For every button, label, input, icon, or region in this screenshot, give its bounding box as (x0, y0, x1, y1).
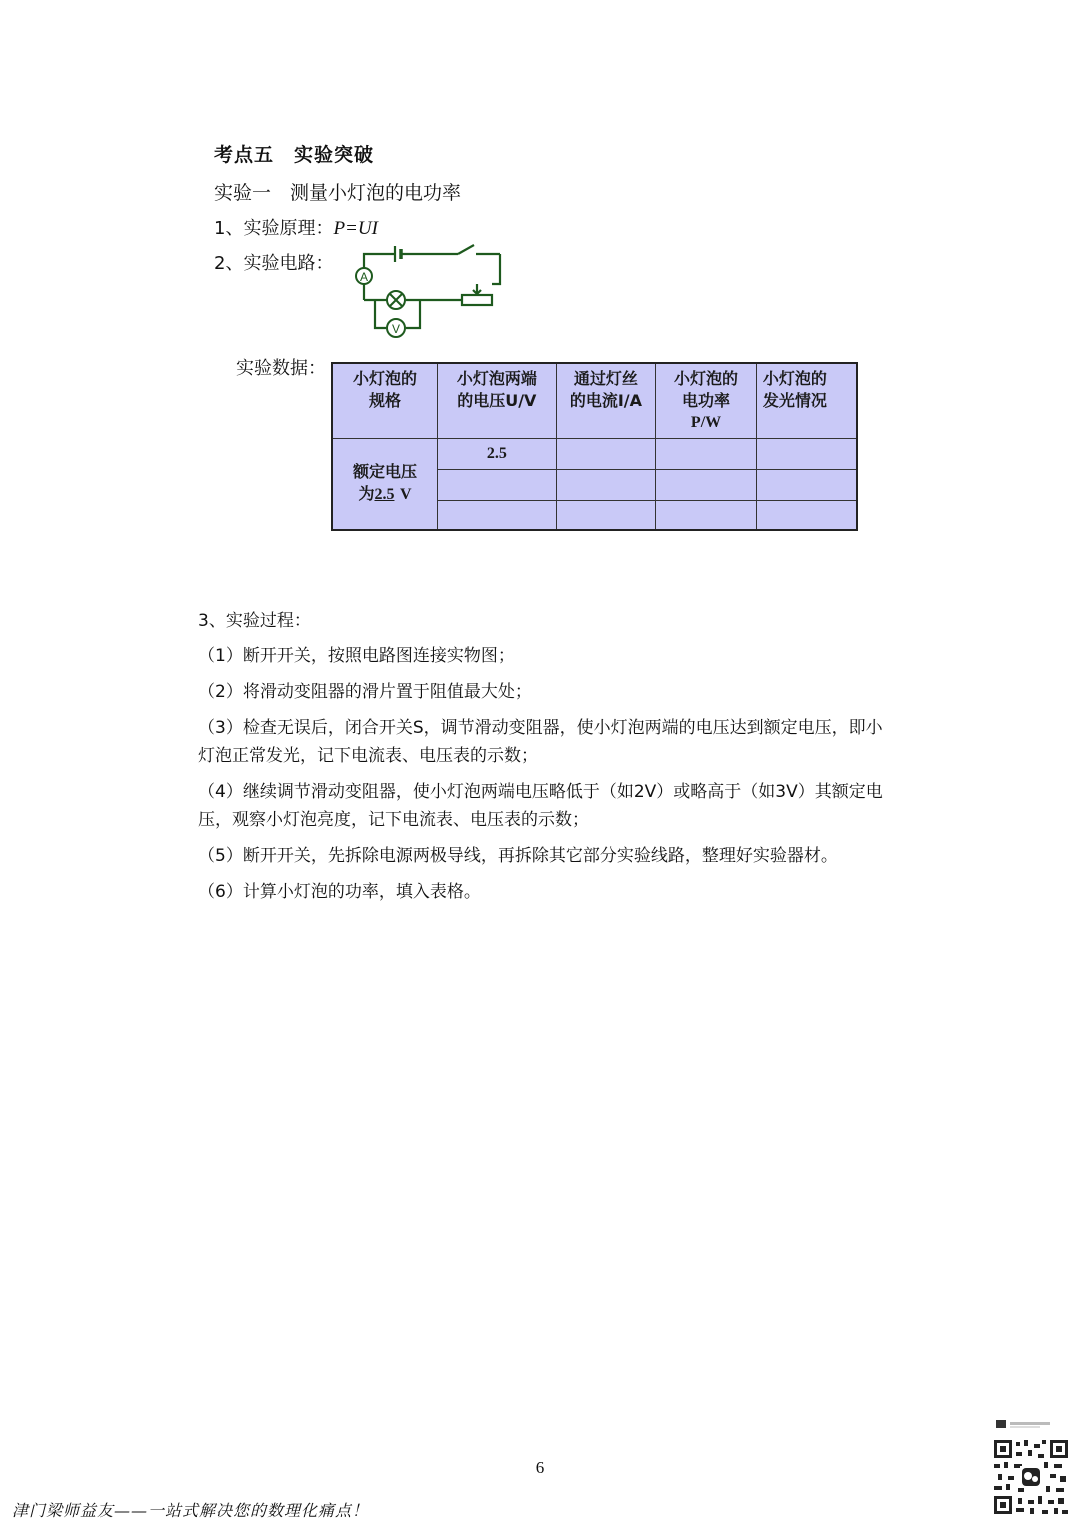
procedure-step-5: （5）断开开关，先拆除电源两极导线，再拆除其它部分实验线路，整理好实验器材。 (198, 846, 838, 866)
section-title: 考点五 实验突破 (214, 144, 375, 166)
rheostat-body (462, 295, 492, 305)
procedure-step-2: （2）将滑动变阻器的滑片置于阻值最大处； (198, 682, 532, 702)
principle-label: 1、实验原理： (214, 218, 334, 239)
experiment-principle (214, 214, 378, 240)
data-table (331, 362, 858, 531)
header-power: 小灯泡的 电功率 P/W (656, 363, 757, 439)
ammeter-symbol: A (359, 270, 369, 284)
header-spec: 小灯泡的 规格 (332, 363, 438, 439)
power-cell-2 (656, 470, 757, 501)
procedure-step-3: （3）检查无误后，闭合开关S，调节滑动变阻器，使小灯泡两端的电压达到额定电压，即小灯泡正常发光，记下电流表、电压表的示数； (198, 718, 883, 766)
voltage-cell-1: 2.5 (438, 439, 557, 470)
brightness-cell-3 (756, 501, 857, 530)
voltmeter-symbol: V (391, 322, 401, 336)
table-header-row (332, 363, 857, 439)
procedure-step-6: （6）计算小灯泡的功率，填入表格。 (198, 882, 481, 902)
switch-blade (458, 245, 474, 254)
current-cell-3 (556, 501, 656, 530)
table-row (332, 439, 857, 470)
procedure-step-4: （4）继续调节滑动变阻器，使小灯泡两端电压略低于（如2V）或略高于（如3V）其额定电压，观察小灯泡亮度，记下电流表、电压表的示数； (198, 782, 883, 830)
procedure-steps (198, 642, 898, 914)
spec-cell: 额定电压 为2.5 V (332, 439, 438, 530)
procedure-step-1: （1）断开开关，按照电路图连接实物图； (198, 646, 515, 666)
brightness-cell-1 (756, 439, 857, 470)
power-cell-1 (656, 439, 757, 470)
principle-formula: P=UI (333, 218, 378, 239)
brightness-cell-2 (756, 470, 857, 501)
qr-code-icon (994, 1418, 1068, 1514)
page-number: 6 (535, 1458, 545, 1477)
footer-slogan: 津门梁师益友——一站式解决您的数理化痛点！ (12, 1501, 370, 1520)
circuit-label: 2、实验电路： (214, 253, 334, 274)
experiment-title: 实验一 测量小灯泡的电功率 (214, 182, 462, 204)
qr-code (994, 1418, 1068, 1518)
data-table-label: 实验数据： (236, 358, 326, 379)
current-cell-1 (556, 439, 656, 470)
voltage-cell-2 (438, 470, 557, 501)
header-current: 通过灯丝 的电流I/A (556, 363, 656, 439)
voltage-cell-3 (438, 501, 557, 530)
header-voltage: 小灯泡两端 的电压U/V (438, 363, 557, 439)
procedure-title: 3、实验过程： (198, 611, 311, 631)
current-cell-2 (556, 470, 656, 501)
circuit-diagram (350, 240, 510, 340)
header-brightness: 小灯泡的 发光情况 (756, 363, 857, 439)
power-cell-3 (656, 501, 757, 530)
